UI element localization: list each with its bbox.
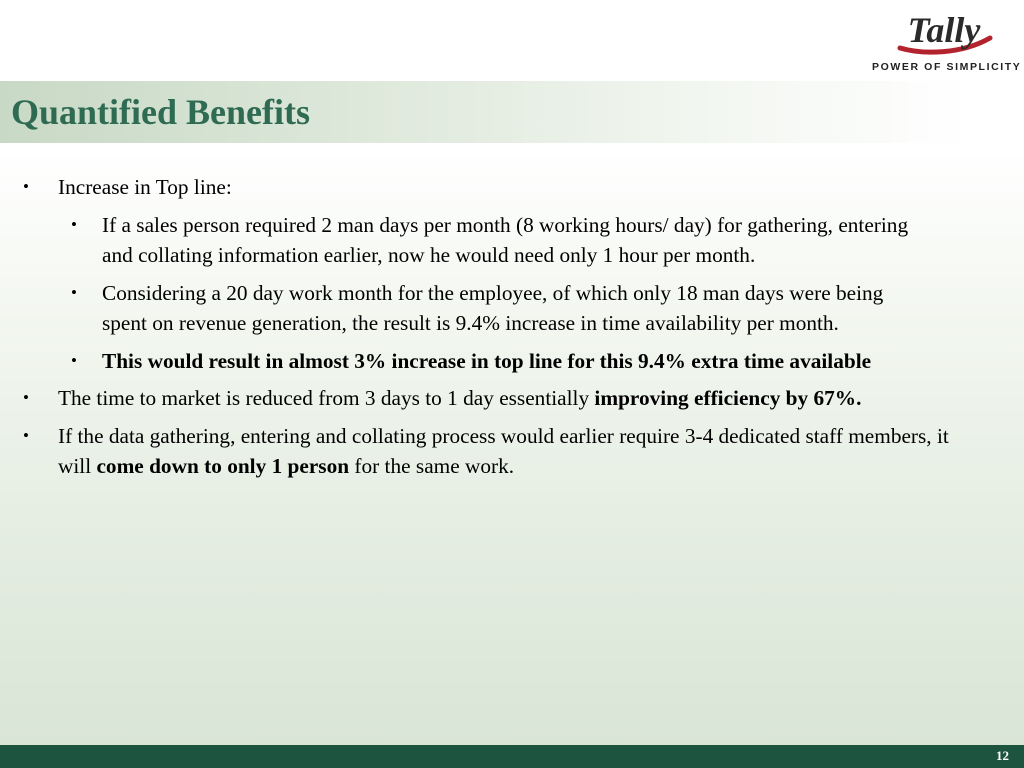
bullet-list: [0, 172, 1024, 489]
bullet-icon: •: [71, 282, 77, 302]
bullet-icon: •: [23, 425, 29, 445]
bullet-icon: •: [71, 350, 77, 370]
bullet-item-time-to-market: [0, 383, 968, 414]
bullet-text-bold: come down to only 1 person: [96, 454, 350, 478]
sub-bullet-item-top-line-result: [0, 346, 932, 377]
tally-logo: [872, 8, 1022, 78]
bullet-item-staff: [0, 421, 968, 482]
page-title: Quantified Benefits: [11, 92, 311, 132]
bullet-text: The time to market is reduced from 3 days to 1 day essentially: [58, 386, 595, 410]
sub-bullet-text-bold: This would result in almost 3% increase in top line for this 9.4% extra time available: [102, 348, 872, 373]
sub-bullet-item-man-days: [0, 210, 932, 271]
bullet-text-bold: improving efficiency by 67%.: [594, 386, 862, 410]
bullet-icon: •: [23, 388, 29, 407]
sub-bullet-text: Considering a 20 day work month for the employee, of which only 18 man days were being spent on revenue generation, the result is 9.4% increase in time availability per month.: [102, 280, 884, 335]
sub-bullet-text: If a sales person required 2 man days per month (8 working hours/ day) for gathering, entering and collating information earlier, now he would need only 1 hour per month.: [102, 212, 909, 267]
title-bar: [0, 81, 1024, 143]
logo-tagline: POWER OF SIMPLICITY: [872, 61, 1022, 73]
bullet-icon: •: [23, 177, 29, 196]
bullet-text-end: for the same work.: [349, 454, 515, 478]
bullet-icon: •: [71, 214, 77, 234]
bullet-item-top-line: [0, 172, 968, 203]
page-number: 12: [996, 748, 1009, 763]
footer-bar: [0, 745, 1024, 768]
tally-logo-mark: [894, 8, 994, 56]
sub-bullet-item-work-month: [0, 278, 932, 339]
bullet-text: Increase in Top line:: [58, 175, 232, 199]
logo-wordmark: Tally: [907, 10, 981, 50]
bullet-text: If the data gathering, entering and collating process would earlier require 3-4 dedicated staff members, it will: [58, 423, 949, 478]
